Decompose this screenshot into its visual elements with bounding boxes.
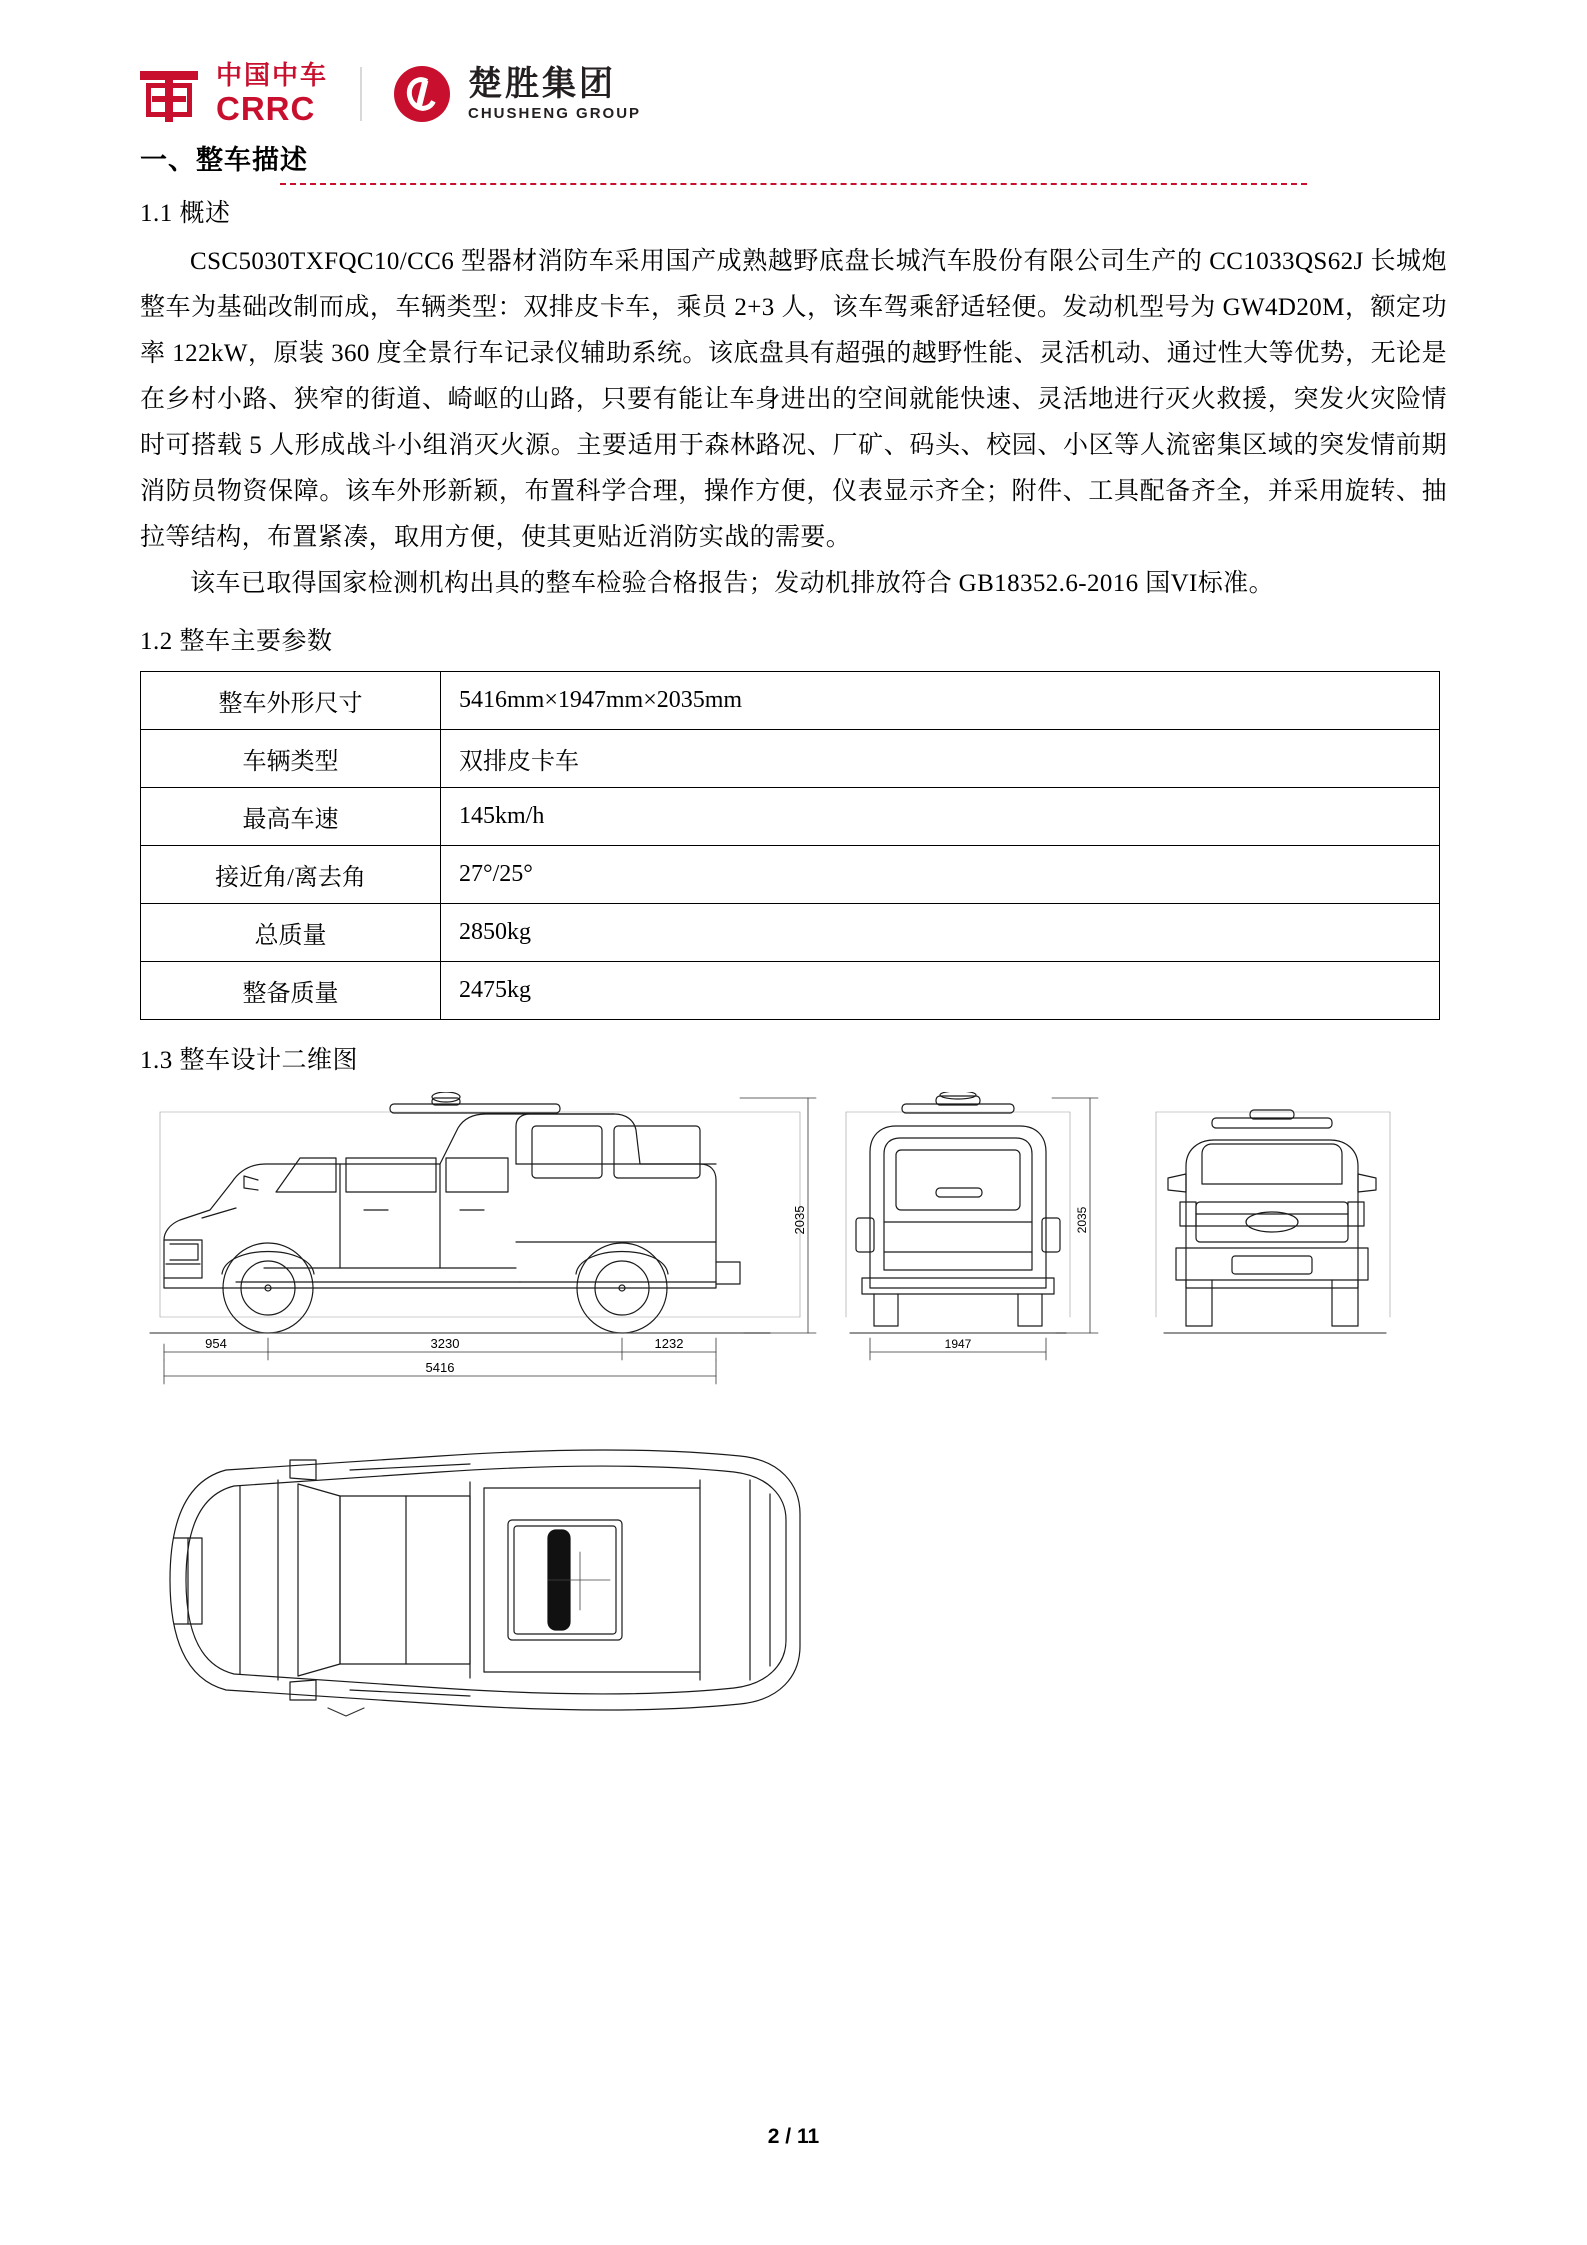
subsection-1-1-heading: 1.1 概述	[140, 200, 231, 227]
paragraph-overview: CSC5030TXFQC10/CC6 型器材消防车采用国产成熟越野底盘长城汽车股份有限公司生产的 CC1033QS62J 长城炮整车为基础改制而成，车辆类型：双排皮卡车，乘员 2+3 人，该车驾乘舒适轻便。发动机型号为 GW4D20M，额定功率 122kW，原装 360 度全景行车记录仪辅助系统。该底盘具有超强的越野性能、灵活机动、通过性大等优势，无论是在乡村小路、狭窄的街道、崎岖的山路，只要有能让车身进出的空间就能快速、灵活地进行灭火救援，突发火灾险情时可搭载 5 人形成战斗小组消灭火源。主要适用于森林路况、厂矿、码头、校园、小区等人流密集区域的突发情前期消防员物资保障。该车外形新颖，布置科学合理，操作方便，仪表显示齐全；附件、工具配备齐全，并采用旋转、抽拉等结构，布置紧凑，取用方便，使其更贴近消防实战的需要。	[140, 248, 1447, 551]
page-footer	[0, 2125, 1587, 2149]
subsection-1-2-heading: 1.2 整车主要参数	[140, 628, 333, 655]
subsection-1-3-heading: 1.3 整车设计二维图	[140, 1047, 359, 1074]
chusheng-logo-icon	[394, 66, 450, 122]
spec-table	[140, 671, 1440, 1020]
table-row	[141, 788, 1440, 846]
crrc-logo-text	[216, 62, 328, 125]
table-row	[141, 846, 1440, 904]
dim-overall-width: 1947	[944, 1337, 972, 1351]
dim-rear-overhang: 1232	[654, 1336, 684, 1351]
chusheng-logo-text	[468, 64, 642, 122]
spec-value: 双排皮卡车	[441, 730, 1440, 788]
dim-front-overhang: 954	[205, 1336, 227, 1351]
table-row	[141, 730, 1440, 788]
spec-value: 2850kg	[441, 904, 1440, 962]
front-view-drawing	[1156, 1110, 1390, 1333]
crrc-logo-cn: 中国中车	[216, 60, 329, 90]
drawing-row-elevations	[140, 1092, 1440, 1422]
logo-row	[140, 62, 1447, 125]
side-view-dimensions	[164, 1098, 816, 1384]
drawing-top-view	[140, 1434, 1440, 1724]
table-row	[141, 904, 1440, 962]
logo-divider	[360, 67, 362, 121]
spec-key: 整备质量	[141, 962, 441, 1020]
page-header	[140, 0, 1447, 127]
page-content	[140, 112, 1447, 1724]
paragraph-certification: 该车已取得国家检测机构出具的整车检验合格报告；发动机排放符合 GB18352.6-2016 国VI标准。	[190, 570, 1274, 597]
header-divider	[280, 183, 1307, 185]
spec-value: 5416mm×1947mm×2035mm	[441, 672, 1440, 730]
spec-key: 总质量	[141, 904, 441, 962]
crrc-logo-en: CRRC	[216, 90, 316, 127]
dim-overall-height-rear: 2035	[1075, 1206, 1089, 1234]
spec-value: 27°/25°	[441, 846, 1440, 904]
crrc-logo-icon	[140, 68, 198, 120]
spec-key: 最高车速	[141, 788, 441, 846]
table-row	[141, 962, 1440, 1020]
spec-value: 145km/h	[441, 788, 1440, 846]
spec-key: 接近角/离去角	[141, 846, 441, 904]
dim-overall-height-side: 2035	[792, 1205, 807, 1235]
chusheng-logo-cn: 楚胜集团	[468, 64, 617, 103]
vehicle-drawings	[140, 1092, 1447, 1724]
table-row	[141, 672, 1440, 730]
dim-overall-length: 5416	[425, 1360, 455, 1375]
chusheng-logo-en: CHUSHENG GROUP	[468, 104, 642, 122]
spec-value: 2475kg	[441, 962, 1440, 1020]
side-view-drawing	[150, 1092, 800, 1333]
spec-key: 车辆类型	[141, 730, 441, 788]
page-number: 2 / 11	[767, 2125, 820, 2148]
section-heading: 一、整车描述	[140, 145, 308, 175]
spec-key: 整车外形尺寸	[141, 672, 441, 730]
dim-wheelbase: 3230	[430, 1336, 460, 1351]
rear-view-drawing	[846, 1092, 1070, 1333]
rear-view-dimensions	[870, 1098, 1098, 1360]
